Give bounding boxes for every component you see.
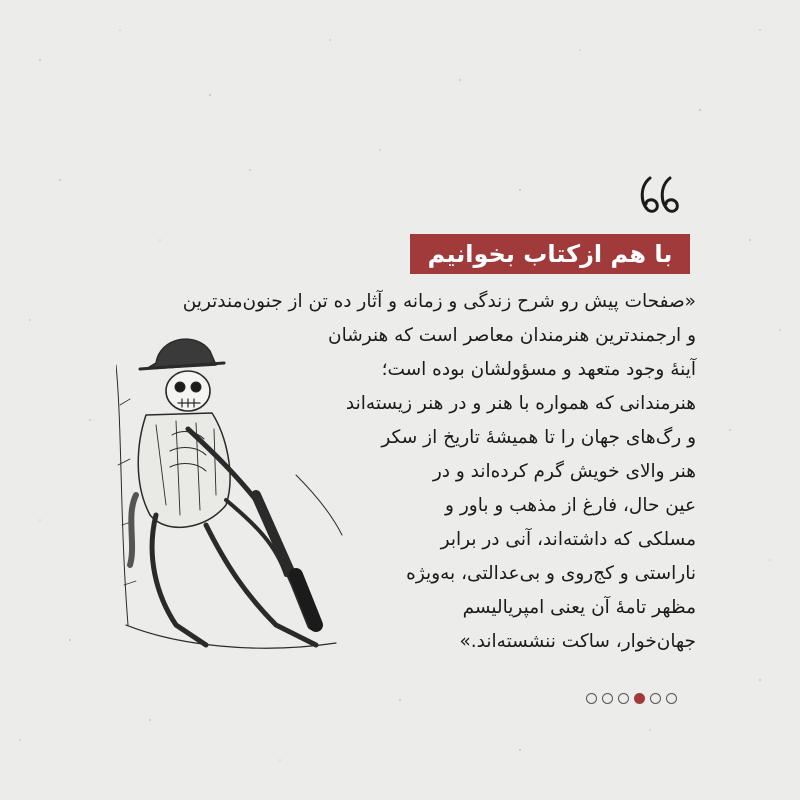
quote-line: عین حال، فارغ از مذهب و باور و xyxy=(445,495,696,516)
pagination-dot[interactable] xyxy=(586,693,597,704)
pagination-dot[interactable] xyxy=(634,693,645,704)
quote-line: و ارجمندترین هنرمندان معاصر است که هنرشان xyxy=(328,325,696,346)
quote-line: «صفحات پیش رو شرح زندگی و زمانه و آثار ده تن از جنون‌مندترین xyxy=(182,291,696,312)
pagination-dot[interactable] xyxy=(602,693,613,704)
quote-line: هنرمندانی که همواره با هنر و در هنر زیسته‌اند xyxy=(345,393,696,414)
quote-line: ناراستی و کج‌روی و بی‌عدالتی، به‌ویژه xyxy=(406,563,696,584)
pagination-dot[interactable] xyxy=(618,693,629,704)
quote-line: جهان‌خوار، ساکت ننشسته‌اند.» xyxy=(459,631,696,652)
quote-line: مسلکی که داشته‌اند، آنی در برابر xyxy=(440,529,696,550)
quote-line: مظهر تامهٔ آن یعنی امپریالیسم xyxy=(462,597,696,618)
quote-line: آینهٔ وجود متعهد و مسؤولشان بوده است؛ xyxy=(381,359,696,380)
quote-line: هنر والای خویش گرم کرده‌اند و در xyxy=(432,461,696,482)
pagination-dot[interactable] xyxy=(666,693,677,704)
pagination-dots xyxy=(586,690,690,706)
quote-line: و رگ‌های جهان را تا همیشهٔ تاریخ از سکر xyxy=(381,427,696,448)
pagination-dot[interactable] xyxy=(650,693,661,704)
title-banner: با هم ازکتاب بخوانیم xyxy=(410,234,690,274)
